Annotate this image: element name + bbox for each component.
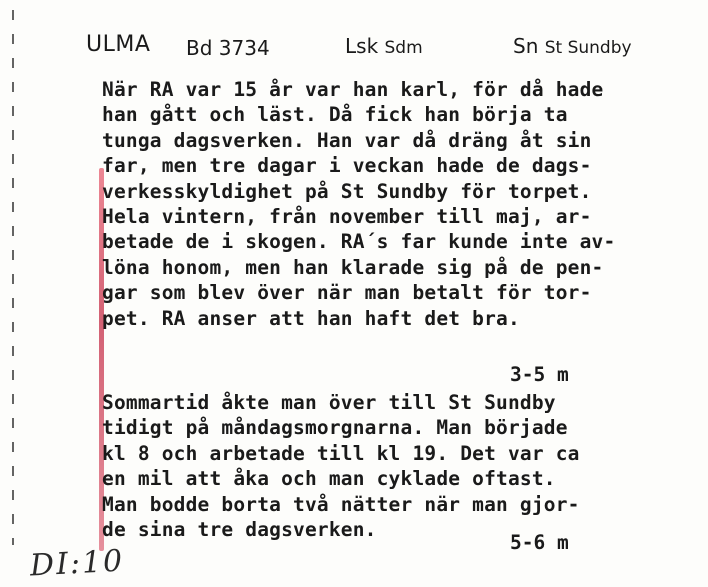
text-line: När RA var 15 år var han karl, för då hade bbox=[102, 78, 604, 101]
text-line: far, men tre dagar i veckan hade de dags- bbox=[102, 154, 592, 178]
parish-field bbox=[513, 34, 632, 58]
paragraph-1 bbox=[102, 77, 702, 331]
text-line: pet. RA anser att han haft det bra. bbox=[102, 306, 520, 330]
province-label: Lsk bbox=[345, 34, 379, 58]
handwritten-note: DI:10 bbox=[29, 543, 126, 584]
archive-label: ULMA bbox=[86, 32, 151, 57]
text-line: en mil att åka och man cyklade oftast. bbox=[102, 467, 556, 491]
province-value: Sdm bbox=[384, 38, 423, 58]
paragraph-2 bbox=[102, 390, 702, 542]
text-line: de sina tre dagsverken. bbox=[102, 517, 377, 541]
text-line: kl 8 och arbetade till kl 19. Det var ca bbox=[102, 441, 580, 465]
volume-reference: Bd 3734 bbox=[186, 36, 270, 60]
card-header bbox=[0, 32, 708, 68]
text-line: verkesskyldighet på St Sundby för torpet. bbox=[102, 179, 592, 203]
text-line: tidigt på måndagsmorgnarna. Man började bbox=[102, 416, 568, 440]
text-line: löna honom, men han klarade sig på de pen- bbox=[102, 255, 604, 279]
card-edge-marks bbox=[12, 10, 14, 545]
text-line: tunga dagsverken. Han var då dräng åt sin bbox=[102, 128, 592, 152]
informant-signature-1: 3-5 m bbox=[510, 363, 569, 386]
text-line: betade de i skogen. RA´s far kunde inte av- bbox=[102, 230, 616, 254]
parish-label: Sn bbox=[513, 34, 539, 58]
text-line: Sommartid åkte man över till St Sundby bbox=[102, 391, 556, 414]
parish-value: St Sundby bbox=[544, 38, 632, 58]
text-line: Hela vintern, från november till maj, ar- bbox=[102, 204, 592, 228]
text-line: Man bodde borta två nätter när man gjor- bbox=[102, 492, 580, 516]
province-field bbox=[345, 34, 423, 58]
text-line: gar som blev över när man betalt för tor- bbox=[102, 281, 592, 305]
text-line: han gått och läst. Då fick han börja ta bbox=[102, 103, 568, 127]
informant-signature-2: 5-6 m bbox=[510, 531, 569, 554]
